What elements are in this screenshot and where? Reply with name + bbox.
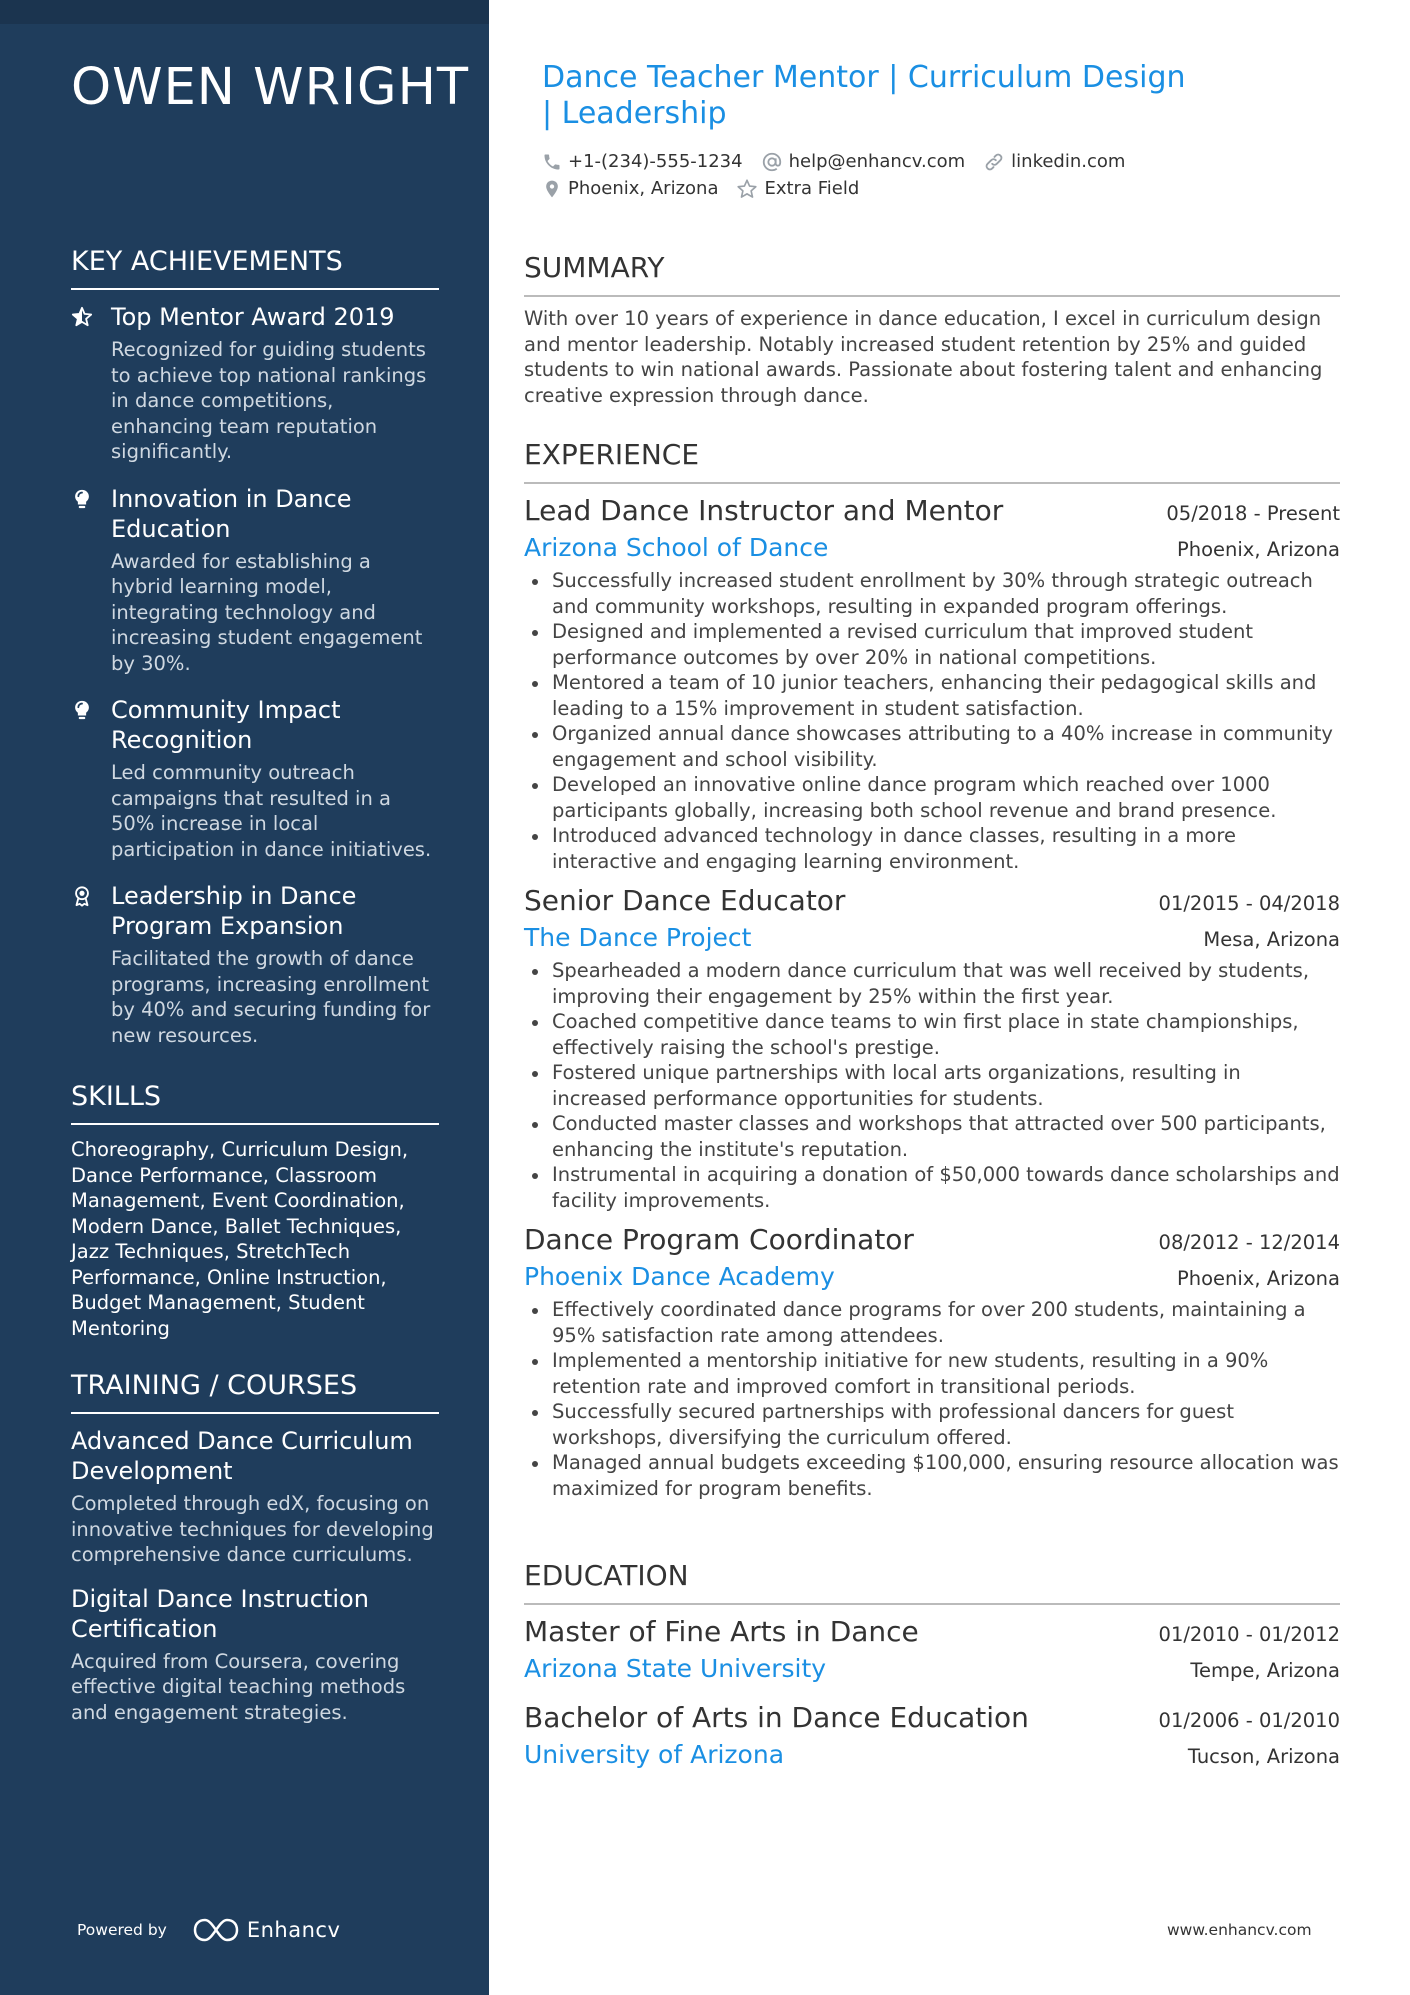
achievement-item [71,484,439,677]
phone-icon [542,152,562,172]
enhancv-brand-name: Enhancv [246,1918,341,1942]
key-achievements-heading: KEY ACHIEVEMENTS [71,246,439,290]
course-description: Acquired from Coursera, covering effective digital teaching methods and engagement strategies. [71,1649,406,1724]
powered-by-label: Powered by [77,1921,167,1939]
summary-section [524,251,1340,408]
job-company[interactable]: Phoenix Dance Academy [524,1262,835,1291]
achievement-title: Leadership in Dance Program Expansion [111,882,357,940]
job-bullet: Effectively coordinated dance programs for over 200 students, maintaining a 95% satisfaction rate among attendees. [524,1297,1340,1348]
job-location: Phoenix, Arizona [1176,538,1340,561]
contact-phone-text: +1-(234)-555-1234 [568,151,743,172]
sidebar-top-strip [0,0,489,24]
star-icon [71,306,93,328]
summary-heading: SUMMARY [524,251,1340,297]
contact-email-text: help@enhancv.com [788,151,966,172]
job-date: 05/2018 - Present [1166,502,1340,525]
job-location: Mesa, Arizona [1203,928,1340,951]
job-bullet: Coached competitive dance teams to win first place in state championships, effectively raising the school's prestige. [524,1009,1340,1060]
star-outline-icon [736,178,758,200]
job-date: 01/2015 - 04/2018 [1158,892,1340,915]
job-company[interactable]: The Dance Project [524,923,752,952]
contact-location [542,178,718,200]
lightbulb-icon [71,699,93,721]
achievement-description: Awarded for establishing a hybrid learning model, integrating technology and increasing student engagement by 30%. [111,549,423,675]
skills-heading: SKILLS [71,1081,439,1125]
footer-website-link[interactable]: www.enhancv.com [1167,1921,1312,1939]
achievement-description: Recognized for guiding students to achieve top national rankings in dance competitions, enhancing team reputation significantly. [111,338,427,463]
course-title: Digital Dance Instruction Certification [71,1584,369,1643]
job-bullet: Spearheaded a modern dance curriculum that was well received by students, improving their engagement by 25% within the first year. [524,958,1340,1009]
education-date: 01/2010 - 01/2012 [1158,1623,1340,1646]
education-heading: EDUCATION [524,1559,1340,1605]
education-date: 01/2006 - 01/2010 [1158,1709,1340,1732]
course-item [71,1584,439,1726]
job-bullet: Designed and implemented a revised curriculum that improved student performance outcomes by over 20% in national competitions. [524,619,1340,670]
powered-by [77,1917,340,1943]
sidebar [0,0,489,1995]
contact-email[interactable] [761,151,966,173]
at-sign-icon [761,151,783,173]
course-item [71,1426,439,1568]
job-bullet: Introduced advanced technology in dance classes, resulting in a more interactive and engaging learning environment. [524,823,1340,874]
experience-heading: EXPERIENCE [524,438,1340,484]
location-pin-icon [542,178,562,200]
job-bullet: Fostered unique partnerships with local arts organizations, resulting in increased performance opportunities for students. [524,1060,1340,1111]
education-entry [524,1615,1340,1683]
job-location: Phoenix, Arizona [1176,1267,1340,1290]
job-bullet: Successfully secured partnerships with professional dancers for guest workshops, diversifying the curriculum offered. [524,1399,1340,1450]
job-bullets [524,958,1340,1213]
contact-phone[interactable] [542,151,743,172]
key-achievements-section [71,246,439,1067]
job-bullet: Organized annual dance showcases attributing to a 40% increase in community engagement and school visibility. [524,721,1340,772]
job-bullet: Developed an innovative online dance program which reached over 1000 participants globally, increasing both school revenue and brand presence. [524,772,1340,823]
job-bullet: Successfully increased student enrollment by 30% through strategic outreach and community workshops, resulting in expanded program offerings. [524,568,1340,619]
contact-extra [736,178,859,200]
job-bullet: Conducted master classes and workshops that attracted over 500 participants, enhancing the institute's reputation. [524,1111,1340,1162]
training-heading: TRAINING / COURSES [71,1370,439,1414]
job-title: Lead Dance Instructor and Mentor [524,494,1004,527]
job-entry [524,494,1340,874]
contact-extra-text: Extra Field [764,178,860,199]
resume-headline: Dance Teacher Mentor | Curriculum Design | Leadership [542,60,1186,131]
job-bullet: Managed annual budgets exceeding $100,000, ensuring resource allocation was maximized for program benefits. [524,1450,1340,1501]
course-description: Completed through edX, focusing on innovative techniques for developing comprehensive dance curriculums. [71,1492,434,1566]
achievement-item [71,695,439,862]
candidate-name: OWEN WRIGHT [71,58,470,117]
contact-linkedin[interactable] [983,151,1125,173]
achievement-item [71,881,439,1048]
training-section [71,1370,439,1741]
course-title: Advanced Dance Curriculum Development [71,1427,413,1485]
job-bullet: Implemented a mentorship initiative for new students, resulting in a 90% retention rate and improved comfort in transitional periods. [524,1348,1340,1399]
contact-info [542,148,1322,202]
job-title: Dance Program Coordinator [524,1223,914,1256]
education-degree: Bachelor of Arts in Dance Education [524,1701,1029,1734]
achievement-description: Led community outreach campaigns that resulted in a 50% increase in local participation in dance initiatives. [111,761,432,861]
lightbulb-icon [71,488,93,510]
skills-list: Choreography, Curriculum Design, Dance Performance, Classroom Management, Event Coordination, Modern Dance, Ballet Techniques, Jazz Techniques, StretchTech Performance, Online Instruction, Budget Management, Student Mentoring [71,1138,409,1340]
education-section [524,1559,1340,1769]
job-bullets [524,1297,1340,1501]
contact-linkedin-text: linkedin.com [1011,151,1126,172]
job-bullets [524,568,1340,874]
experience-section [524,438,1340,1501]
job-company[interactable]: Arizona School of Dance [524,533,829,562]
education-location: Tucson, Arizona [1187,1745,1340,1768]
achievement-description: Facilitated the growth of dance programs, increasing enrollment by 40% and securing funding for new resources. [111,947,431,1047]
job-bullet: Mentored a team of 10 junior teachers, enhancing their pedagogical skills and leading to a 15% improvement in student satisfaction. [524,670,1340,721]
job-date: 08/2012 - 12/2014 [1158,1231,1340,1254]
award-ribbon-icon [71,885,93,907]
education-degree: Master of Fine Arts in Dance [524,1615,919,1648]
job-bullet: Instrumental in acquiring a donation of $50,000 towards dance scholarships and facility improvements. [524,1162,1340,1213]
job-title: Senior Dance Educator [524,884,846,917]
summary-text: With over 10 years of experience in dance education, I excel in curriculum design and mentor leadership. Notably increased student retention by 25% and guided students to win national awards. Passionate about fostering talent and enhancing creative expression through dance. [524,307,1323,407]
job-entry [524,1223,1340,1501]
education-location: Tempe, Arizona [1190,1659,1340,1682]
job-entry [524,884,1340,1213]
achievement-title: Community Impact Recognition [111,696,341,754]
enhancv-logo[interactable] [193,1917,341,1943]
achievement-title: Innovation in Dance Education [111,484,352,543]
education-school[interactable]: Arizona State University [524,1654,827,1683]
skills-section [71,1081,439,1341]
education-school[interactable]: University of Arizona [524,1740,785,1769]
achievement-item [71,302,439,465]
education-entry [524,1701,1340,1769]
contact-location-text: Phoenix, Arizona [568,178,719,199]
link-icon [983,151,1005,173]
enhancv-logo-icon [193,1917,239,1943]
achievement-title: Top Mentor Award 2019 [111,303,395,331]
